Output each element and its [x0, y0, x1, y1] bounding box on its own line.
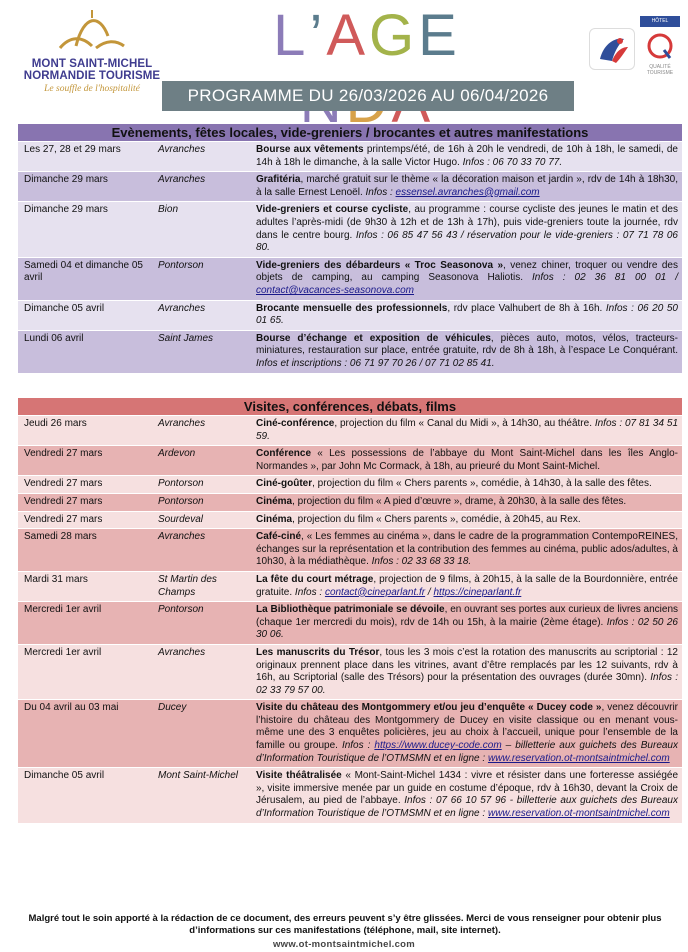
table-row	[18, 172, 682, 202]
event-place: Avranches	[158, 302, 206, 314]
page-title	[252, 2, 482, 136]
event-date: Vendredi 27 mars	[24, 513, 103, 525]
section-title: Visites, conférences, débats, films	[18, 398, 682, 416]
disclaimer: Malgré tout le soin apporté à la rédaction de ce document, des erreurs peuvent s’y être glissées. Merci de vous renseigner pour obtenir plus d’informations sur ces manifestations (téléphone, mail, site internet).	[28, 913, 662, 936]
event-description: Cinéma, projection du film « A pied d’œuvre », drame, à 20h30, à la salle des fêtes.	[256, 495, 627, 507]
contact-link[interactable]: essensel.avranches@gmail.com	[395, 186, 540, 198]
event-place: Avranches	[158, 174, 206, 186]
event-place: Mont Saint-Michel	[158, 770, 239, 782]
quality-tourism-icon	[640, 28, 680, 68]
event-description: Vide-greniers des débardeurs « Troc Seasonova », venez chiner, troquer ou vendre des objets de camping, au camping Seasonova Haliotis. Infos : 02 36 81 00 01 / contact@vacances-seasonova.com	[256, 259, 678, 296]
event-description: Grafitéria, marché gratuit sur le thème « la décoration maison et jardin », rdv de 14h à 18h30, à la salle Ernest Lenoël. Infos : essensel.avranches@gmail.com	[256, 174, 678, 198]
event-place: Avranches	[158, 531, 206, 543]
event-description: Bourse d’échange et exposition de véhicules, pièces auto, motos, vélos, tracteurs-miniatures, restauration sur place, entrée gratuite, rdv de 8h à 18h, à l’espace Le Conquérant. Infos et inscriptions : 06 71 97 70 26 / 07 71 02 85 41.	[256, 332, 679, 369]
event-description: Bourse aux vêtements printemps/été, de 16h à 20h le vendredi, de 10h à 18h, le samedi, de 14h à 18h le dimanche, à la salle Victor Hugo. Infos : 06 70 33 70 77.	[256, 144, 678, 168]
event-date: Dimanche 05 avril	[24, 302, 105, 314]
event-place: St Martin des Champs	[158, 573, 217, 598]
mont-saint-michel-logo-icon	[56, 6, 128, 56]
table-row	[18, 512, 682, 530]
event-place: Avranches	[158, 418, 206, 429]
contact-link[interactable]: contact@cineparlant.fr	[324, 586, 426, 598]
title-letter: E	[418, 3, 461, 68]
table-row	[18, 494, 682, 512]
events-section	[18, 124, 682, 374]
event-description: La Bibliothèque patrimoniale se dévoile, en ouvrant ses portes aux curieux de livres anciens (chaque 1er mercredi du mois), rdv de 14h ou 15h, à la mairie (2ème étage). Infos : 02 50 26 30 06.	[256, 604, 679, 641]
event-place: Pontorson	[158, 604, 204, 616]
logo-line1: MONT SAINT-MICHEL	[31, 58, 153, 70]
title-letter: A	[326, 3, 370, 68]
event-place: Ducey	[158, 702, 187, 714]
table-row	[18, 446, 682, 476]
event-description: Brocante mensuelle des professionnels, rdv place Valhubert de 8h à 16h. Infos : 06 20 50 01 65.	[256, 302, 678, 327]
contact-link[interactable]: https://www.ducey-code.com	[374, 740, 502, 752]
event-date: Mercredi 1er avril	[24, 646, 102, 658]
event-date: Dimanche 29 mars	[24, 204, 108, 216]
event-date: Vendredi 27 mars	[24, 478, 103, 490]
website-link[interactable]: www.ot-montsaintmichel.com	[272, 939, 416, 950]
event-place: Sourdeval	[158, 513, 204, 525]
event-description: Cinéma, projection du film « Chers parents », comédie, à 20h45, au Rex.	[256, 513, 581, 525]
contact-link[interactable]: www.reservation.ot-montsaintmichel.com	[487, 808, 670, 820]
quality-badge	[640, 16, 680, 76]
event-date: Jeudi 26 mars	[24, 418, 87, 429]
visits-section	[18, 398, 682, 824]
marianne-icon	[590, 29, 636, 71]
event-description: Café-ciné, « Les femmes au cinéma », dans le cadre de la programmation ContempoREINES, échanges sur la représentation et la contribution des femmes au cinéma, public ados/adultes, à 10h30, à la médiathèque. Infos : 02 33 68 33 18.	[256, 531, 678, 568]
event-date: Vendredi 27 mars	[24, 495, 103, 507]
event-date: Dimanche 29 mars	[24, 174, 108, 186]
event-description: Visite théâtralisée « Mont-Saint-Michel 1434 : vivre et résister dans une forteresse assiégée », visite immersive menée par un guide en costume d’époque, rdv à 16h30, devant la Croix de Jérusalem, au pied de l’abbaye. Infos : 07 66 10 57 96 - billetterie aux guichets des Bureaux d’Information Touristique de l’OTMSMN et en ligne : www.reservation.ot-montsaintmichel.com	[256, 770, 678, 820]
event-description: Ciné-goûter, projection du film « Chers parents », comédie, à 14h30, à la salle des fêtes.	[256, 478, 652, 490]
event-place: Saint James	[158, 332, 214, 344]
event-description: Les manuscrits du Trésor, tous les 3 mois c’est la rotation des manuscrits au scriptorial : 12 originaux prennent place dans les vitrines, avant d’être remplacés par les 12 suivants, rdv à 16h, au Scriptorial (salle des Trésors) pour la présentation des ouvrages (durée 30mn). Infos : 02 33 79 57 00.	[256, 646, 678, 696]
event-place: Pontorson	[158, 259, 204, 271]
table-row	[18, 416, 682, 446]
quality-badge-top: HÔTEL TOURISME	[640, 16, 680, 27]
contact-link[interactable]: https://cineparlant.fr	[433, 586, 522, 598]
logo	[22, 6, 162, 96]
event-description: Vide-greniers et course cycliste, au programme : course cycliste des jeunes le matin et des adultes l’après-midi (de 9h30 à 12h et de 13h à 17h), puis vide-greniers toute la journée, rdv dans le centre bourg. Infos : 06 85 47 56 43 / réservation pour le vide-greniers : 07 71 78 06 80.	[256, 204, 678, 254]
period-banner: PROGRAMME DU 26/03/2026 AU 06/04/2026	[162, 81, 574, 111]
event-date: Lundi 06 avril	[24, 332, 84, 344]
table-row	[18, 768, 682, 823]
event-description: La fête du court métrage, projection de 9 films, à 20h15, à la salle de la Bourdonnière, entrée gratuite. Infos : contact@cineparlant.fr / https://cineparlant.fr	[256, 573, 678, 598]
table-row	[18, 645, 682, 700]
event-place: Ardevon	[158, 448, 196, 460]
table-row	[18, 301, 682, 331]
event-date: Du 04 avril au 03 mai	[24, 702, 119, 714]
table-row	[18, 202, 682, 257]
contact-link[interactable]: www.reservation.ot-montsaintmichel.com	[487, 752, 670, 764]
event-date: Samedi 28 mars	[24, 531, 97, 543]
table-row	[18, 602, 682, 645]
table-row	[18, 142, 682, 172]
title-letter: L	[273, 3, 310, 68]
event-description: Conférence « Les possessions de l’abbaye du Mont Saint-Michel dans les îles Anglo-Normandes », par John Mc Cormack, à 18h, au prieuré du Mont Saint-Michel.	[256, 448, 678, 472]
quality-badge-label: QUALITÉ TOURISME	[646, 64, 674, 76]
table-row	[18, 258, 682, 301]
event-place: Avranches	[158, 646, 206, 658]
table-row	[18, 700, 682, 768]
logo-tagline: Le souffle de l'hospitalité	[44, 84, 140, 94]
table-row	[18, 476, 682, 494]
table-row	[18, 529, 682, 572]
visits-table	[18, 416, 682, 824]
section-title: Evènements, fêtes locales, vide-greniers / brocantes et autres manifestations	[18, 124, 682, 142]
event-place: Bion	[158, 204, 179, 216]
event-date: Samedi 04 et dimanche 05 avril	[24, 259, 143, 284]
event-date: Les 27, 28 et 29 mars	[24, 144, 121, 155]
event-description: Ciné-conférence, projection du film « Canal du Midi », à 14h30, au théâtre. Infos : 07 81 34 51 59.	[256, 418, 678, 442]
event-place: Pontorson	[158, 495, 204, 507]
event-place: Pontorson	[158, 478, 204, 490]
contact-link[interactable]: contact@vacances-seasonova.com	[256, 284, 415, 296]
event-date: Vendredi 27 mars	[24, 448, 103, 460]
event-description: Visite du château des Montgommery et/ou jeu d’enquête « Ducey code », venez découvrir l’histoire du château des Montgommery de Ducey en visite classique ou en menant vous-même une des 3 enquêtes policières, jeu au choix à l’accueil, unique pour l’ensemble de la famille ou groupe. Infos : https://www.ducey-code.com – billetterie aux guichets des Bureaux d’Information Touristique de l’OTMSMN et en ligne : www.reservation.ot-montsaintmichel.com	[256, 702, 679, 764]
france-tourism-badge	[589, 28, 635, 70]
event-place: Avranches	[158, 144, 206, 155]
event-date: Dimanche 05 avril	[24, 770, 105, 782]
event-date: Mercredi 1er avril	[24, 604, 102, 616]
table-row	[18, 331, 682, 374]
table-row	[18, 572, 682, 602]
event-date: Mardi 31 mars	[24, 573, 88, 585]
events-table	[18, 142, 682, 374]
title-letter: G	[369, 3, 419, 68]
title-letter: ’	[309, 3, 327, 68]
logo-line2: NORMANDIE TOURISME	[23, 70, 161, 82]
